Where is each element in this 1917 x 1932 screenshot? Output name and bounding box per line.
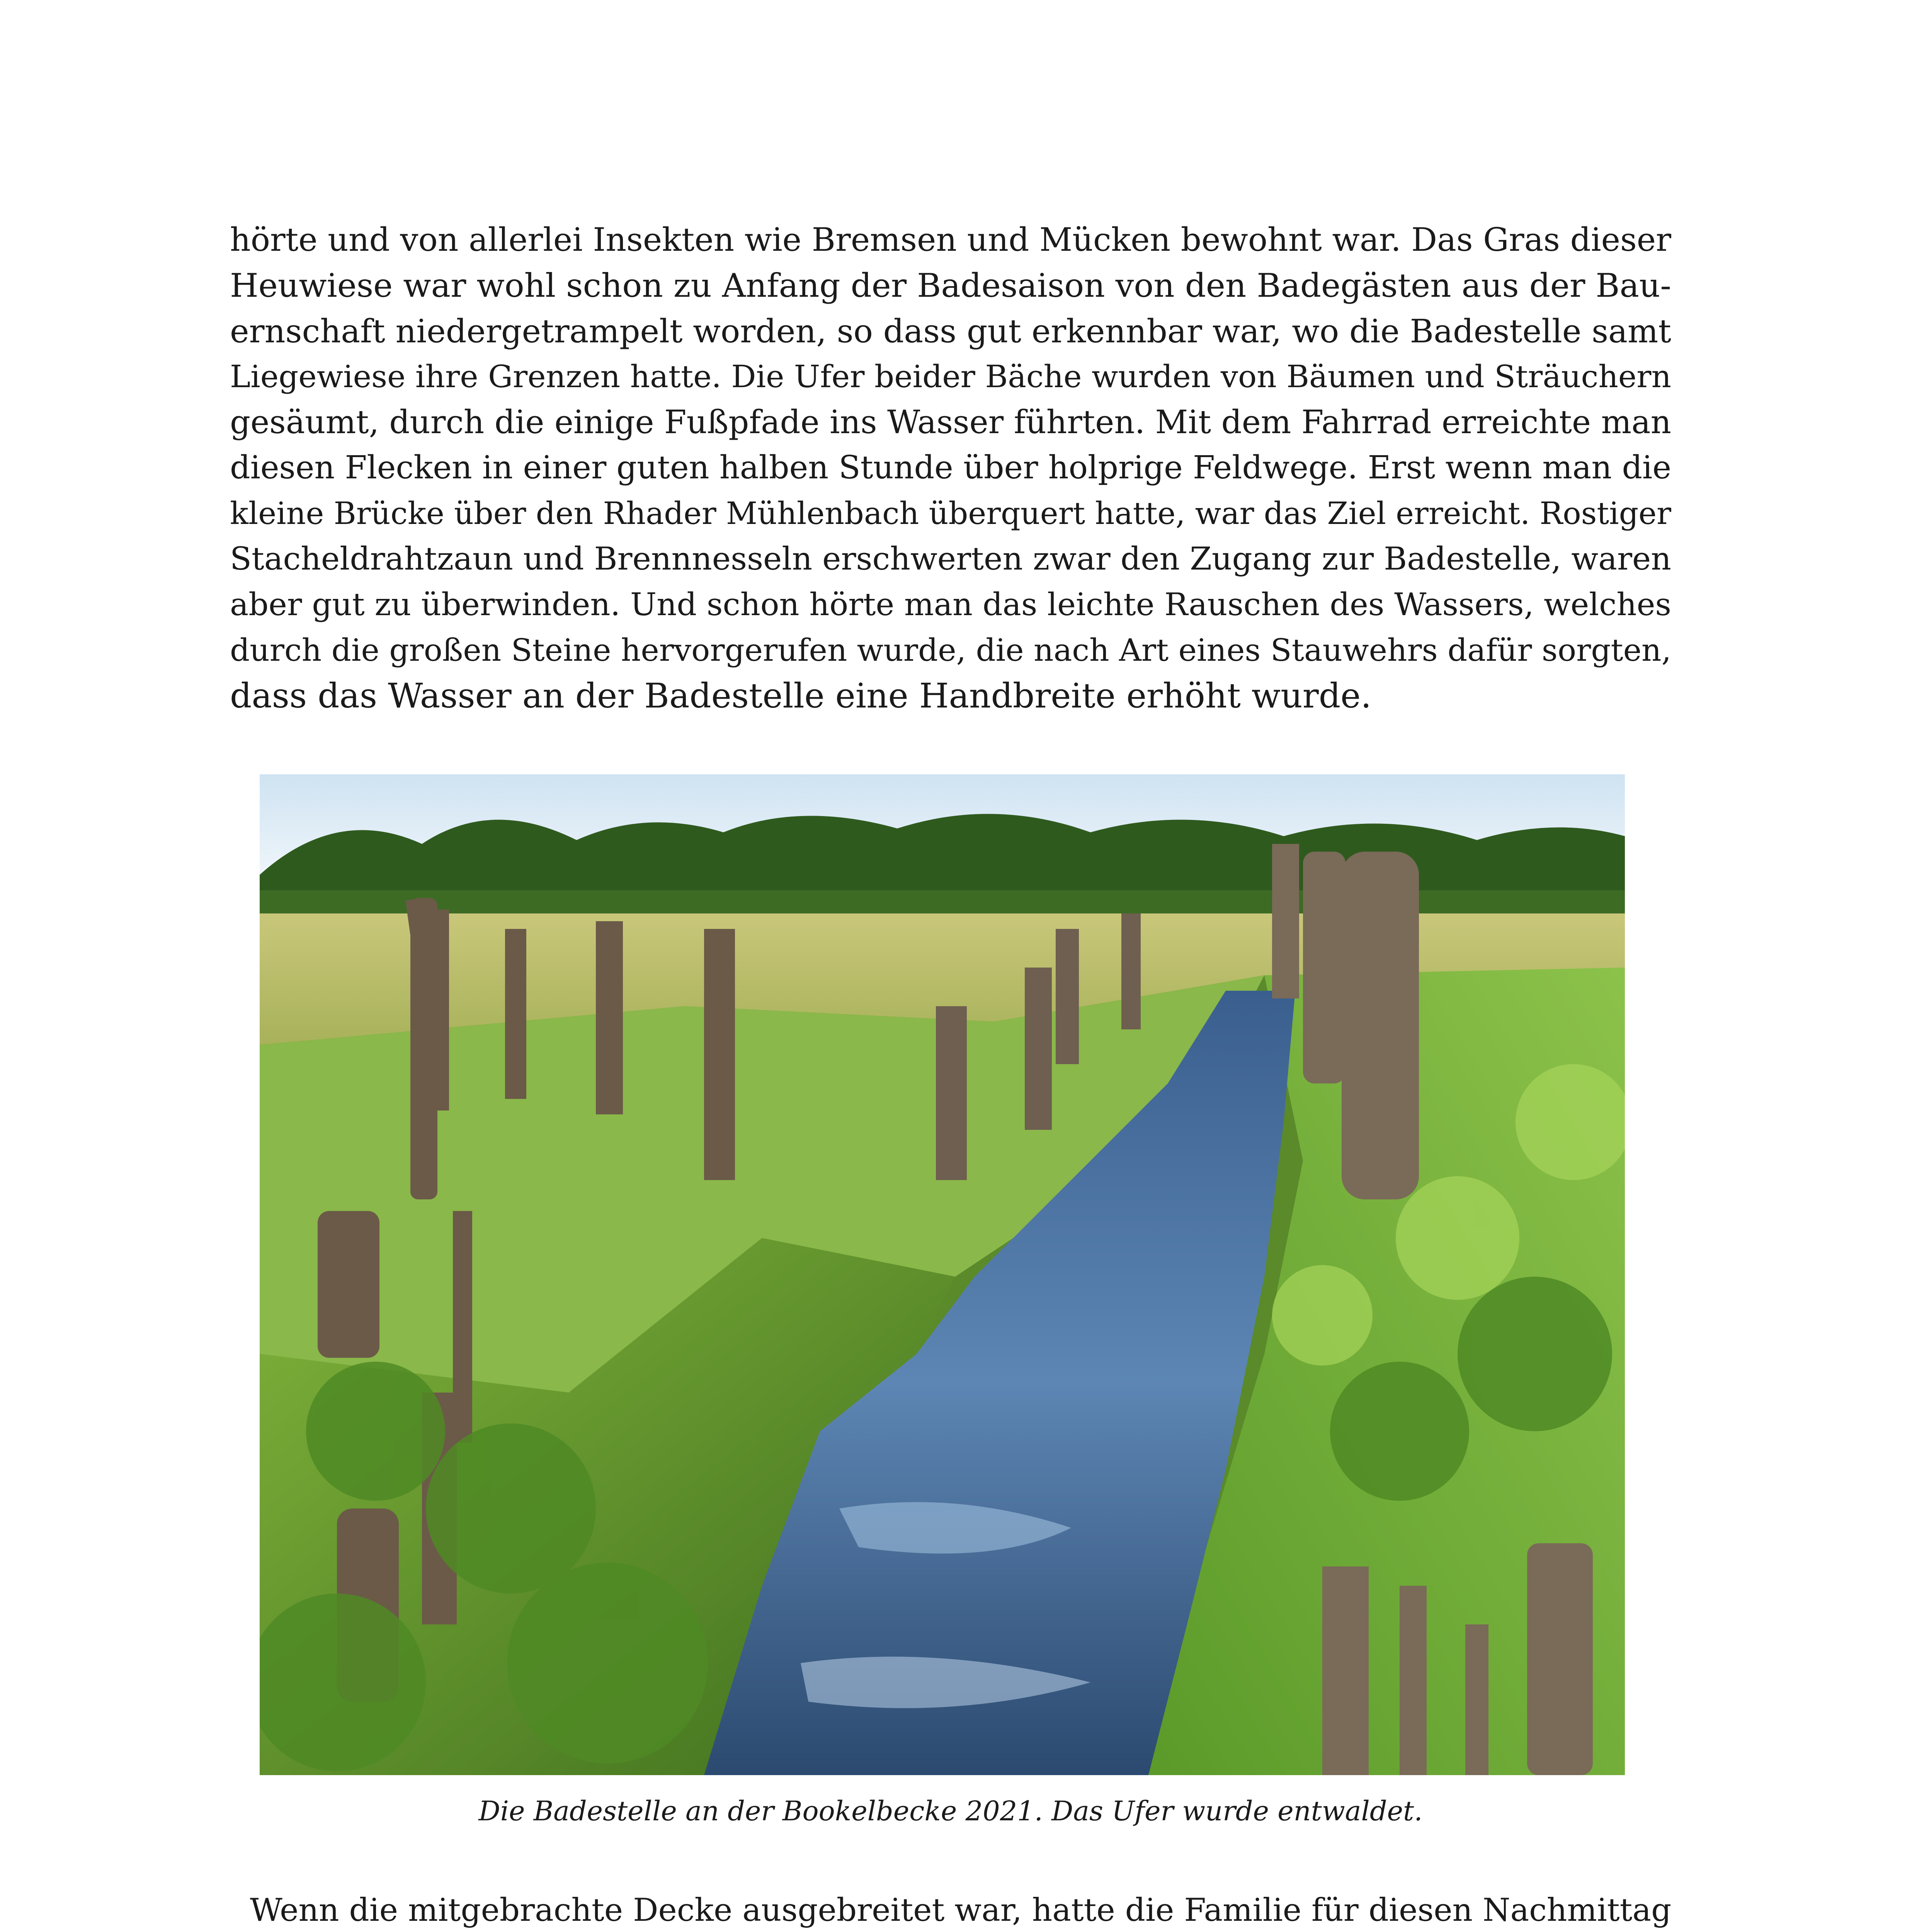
paragraph-1 (230, 217, 1671, 719)
stream-photo-illustration (260, 774, 1625, 1775)
paragraph-2 (230, 1888, 1671, 1932)
paragraph-line: Heuwiese war wohl schon zu Anfang der Badesaison von den Badegästen aus der Bau- (230, 266, 1671, 304)
paragraph-line: durch die großen Steine hervorgerufen wurde, die nach Art eines Stauwehrs dafür sorgten, (230, 632, 1671, 668)
paragraph-line: aber gut zu überwinden. Und schon hörte man das leichte Rauschen des Wassers, welches (230, 587, 1671, 623)
stream-photo (260, 774, 1625, 1775)
paragraph-line: gesäumt, durch die einige Fußpfade ins Wasser führten. Mit dem Fahrrad erreichte man (230, 403, 1671, 441)
paragraph-line: dass das Wasser an der Badestelle eine Handbreite erhöht wurde. (230, 676, 1372, 716)
paragraph-line: Liegewiese ihre Grenzen hatte. Die Ufer beider Bäche wurden von Bäumen und Sträuchern (230, 359, 1671, 395)
paragraph-line: ernschaft niedergetrampelt worden, so dass gut erkennbar war, wo die Badestelle samt (230, 312, 1671, 350)
paragraph-line: diesen Flecken in einer guten halben Stunde über holprige Feldwege. Erst wenn man die (230, 449, 1671, 486)
paragraph-line: Wenn die mitgebrachte Decke ausgebreitet war, hatte die Familie für diesen Nachmittag (230, 1892, 1672, 1929)
paragraph-line: hörte und von allerlei Insekten wie Bremsen und Mücken bewohnt war. Das Gras dieser (230, 221, 1671, 259)
paragraph-line: kleine Brücke über den Rhader Mühlenbach überquert hatte, war das Ziel erreicht. Rostiger (230, 495, 1671, 531)
figure-caption: Die Badestelle an der Bookelbecke 2021. Das Ufer wurde entwaldet. (478, 1795, 1423, 1827)
paragraph-line: Stacheldrahtzaun und Brennnesseln erschwerten zwar den Zugang zur Badestelle, waren (230, 541, 1671, 577)
